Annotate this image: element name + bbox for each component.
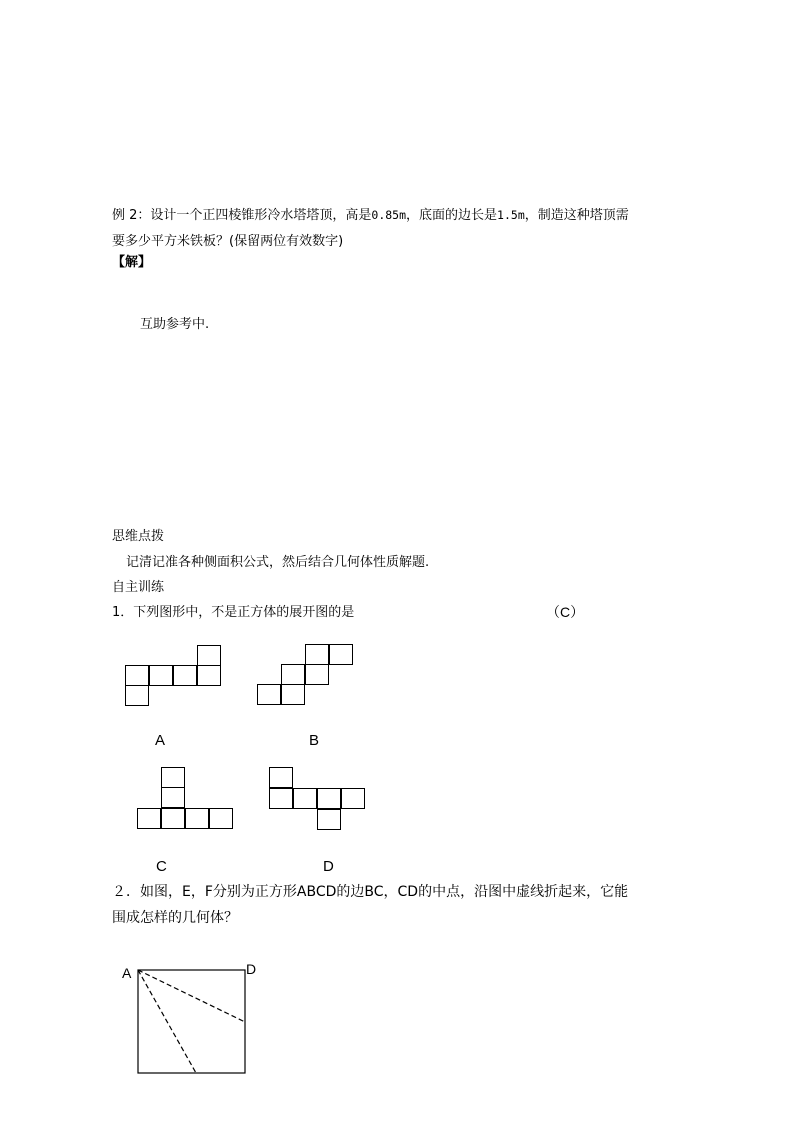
square-abcd-figure — [120, 958, 260, 1083]
vertex-d-label: D — [246, 961, 257, 977]
thinking-heading: 思维点拨 — [112, 529, 165, 544]
net-a-square — [197, 665, 221, 686]
q2-line2: 围成怎样的几何体？ — [112, 910, 238, 926]
net-b-square — [257, 684, 281, 705]
fold-line-ae — [138, 970, 245, 1022]
net-d-square — [269, 767, 293, 788]
solution-label: 【解】 — [112, 255, 152, 270]
net-c-square — [161, 787, 185, 808]
self-training-heading: 自主训练 — [112, 580, 165, 595]
net-b-square — [281, 684, 305, 705]
net-b-square — [329, 644, 353, 665]
square-outline — [138, 970, 245, 1073]
net-a-label: A — [155, 732, 166, 749]
q1-answer — [546, 605, 584, 620]
net-d-label: D — [323, 858, 334, 875]
q1-answer-value: C — [560, 604, 571, 620]
net-b — [257, 644, 354, 707]
reference-note: 互助参考中. — [140, 317, 210, 332]
vertex-a-label: A — [122, 965, 132, 981]
net-a — [125, 645, 222, 708]
net-b-label: B — [309, 732, 320, 749]
net-d-square — [269, 788, 293, 809]
net-c-square — [209, 808, 233, 829]
example2-line1 — [112, 209, 629, 222]
q1-text: 1．下列图形中，不是正方体的展开图的是 — [112, 605, 355, 620]
q1-answer-open: （ — [546, 605, 560, 621]
net-c-square — [161, 808, 185, 829]
net-b-square — [281, 664, 305, 685]
fold-line-af — [138, 970, 196, 1073]
net-c-label: C — [156, 858, 167, 875]
net-c-square — [137, 808, 161, 829]
example2-text-b: ，底面的边长是 — [406, 208, 498, 223]
example2-line2: 要多少平方米铁板？(保留两位有效数字) — [112, 234, 344, 249]
net-c-square — [161, 767, 185, 788]
q2-line1: ２．如图，E，F分别为正方形ABCD的边BC，CD的中点，沿图中虚线折起来，它能 — [112, 884, 629, 900]
net-d-square — [341, 788, 365, 809]
net-a-square — [149, 665, 173, 686]
example2-height: 0.85m — [371, 208, 407, 222]
net-a-square — [125, 665, 149, 686]
example2-text-a: 例 2：设计一个正四棱锥形冷水塔塔顶，高是 — [112, 208, 372, 223]
net-a-square — [173, 665, 197, 686]
net-a-square — [125, 685, 149, 706]
net-d-square — [293, 788, 317, 809]
thinking-text: 记清记准各种侧面积公式，然后结合几何体性质解题. — [126, 555, 430, 570]
example2-text-c: ，制造这种塔顶需 — [524, 208, 629, 223]
q1-answer-close: ） — [570, 605, 585, 621]
net-d-square — [317, 809, 341, 830]
net-d — [269, 767, 366, 830]
net-c-square — [185, 808, 209, 829]
net-b-square — [305, 664, 329, 685]
example2-side: 1.5m — [497, 208, 525, 222]
net-a-square — [197, 645, 221, 666]
net-d-square — [317, 788, 341, 809]
net-b-square — [305, 644, 329, 665]
net-c — [137, 767, 234, 830]
